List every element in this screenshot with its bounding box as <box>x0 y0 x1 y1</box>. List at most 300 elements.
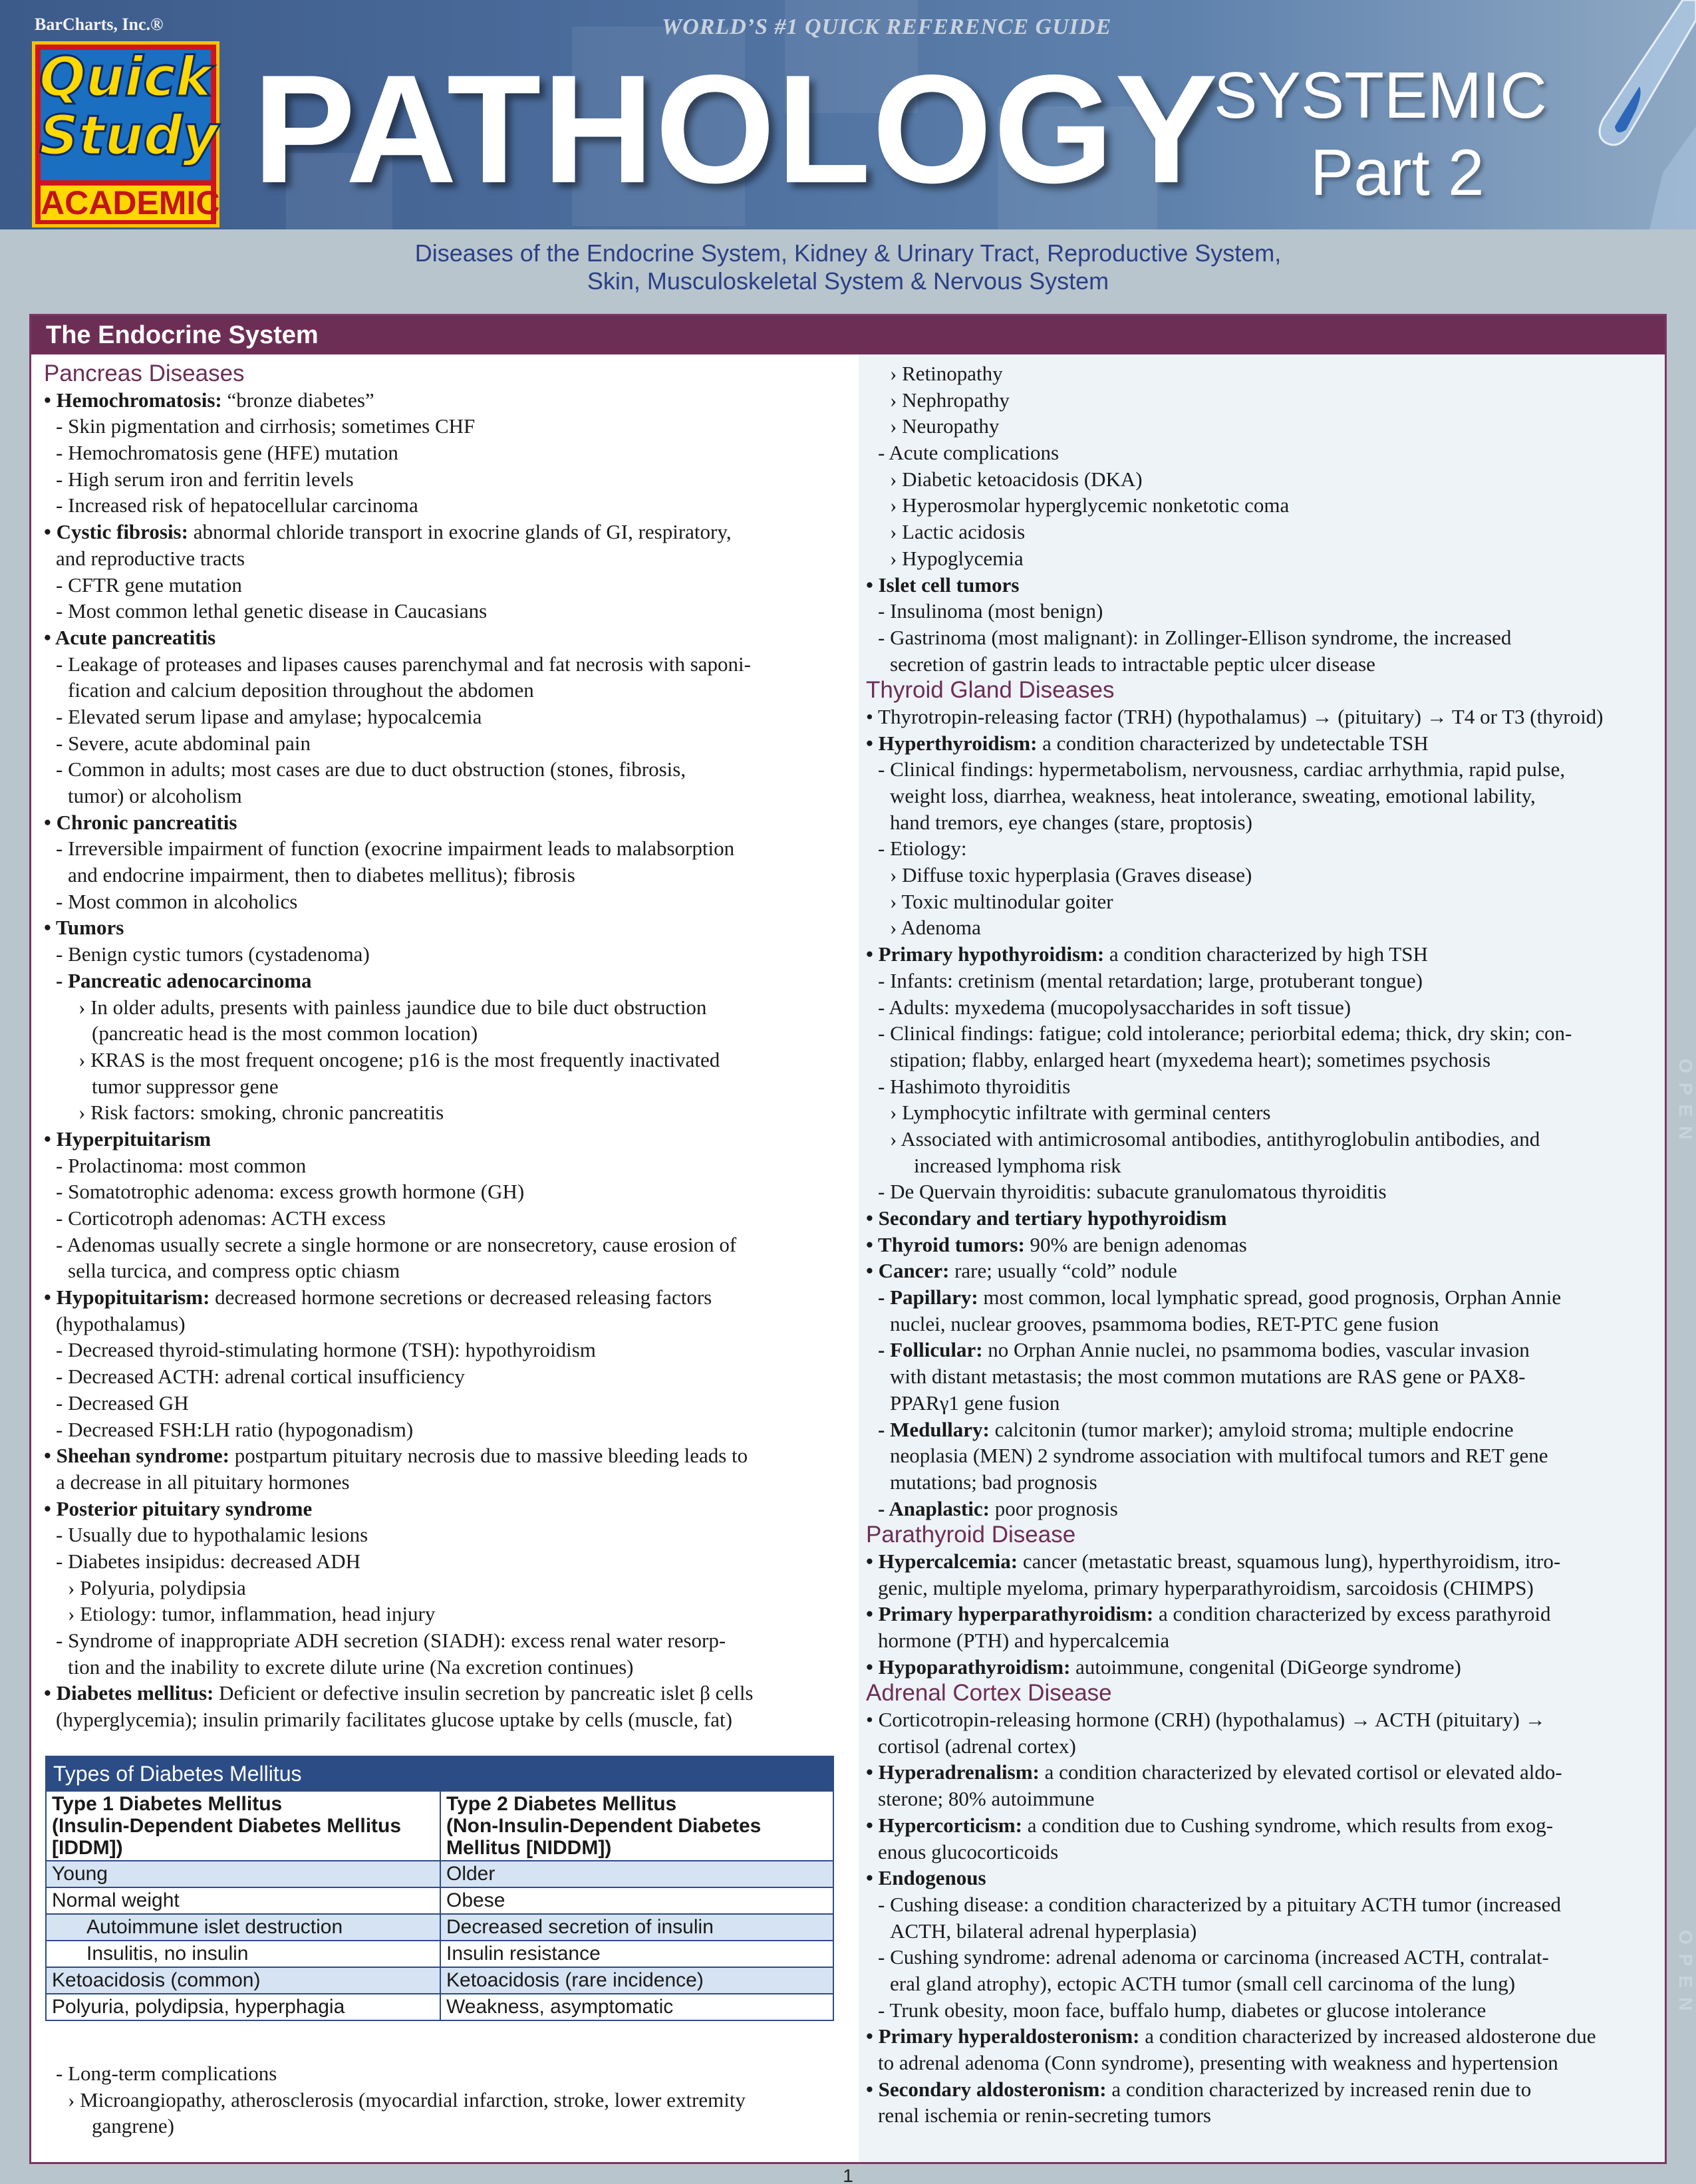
line-text: secretion of gastrin leads to intractable peptic ulcer disease <box>890 652 1375 676</box>
text-line <box>866 2102 1655 2129</box>
line-text: - De Quervain thyroiditis: subacute granulomatous thyroiditis <box>878 1180 1387 1204</box>
text-line <box>866 651 1655 678</box>
table-row <box>47 1860 833 1887</box>
line-text: enous glucocorticoids <box>878 1840 1059 1863</box>
line-text: › Lymphocytic infiltrate with germinal centers <box>890 1101 1271 1125</box>
line-text: - Cushing syndrome: adrenal adenoma or carcinoma (increased ACTH, contralat- <box>878 1945 1549 1969</box>
text-line <box>866 1575 1655 1601</box>
text-line <box>866 1971 1655 1997</box>
text-line <box>866 888 1655 915</box>
line-text: › Polyuria, polydipsia <box>68 1575 246 1599</box>
line-text: - Gastrinoma (most malignant): in Zollinger-Ellison syndrome, the increased <box>878 625 1512 649</box>
text-line <box>866 1548 1655 1575</box>
line-text: a condition characterized by increased renin due to <box>1106 2077 1532 2101</box>
bold-term: • Thyroid tumors: <box>866 1232 1025 1256</box>
line-text: genic, multiple myeloma, primary hyperparathyroidism, sarcoidosis (CHIMPS) <box>878 1575 1534 1599</box>
line-text: stipation; flabby, enlarged heart (myxedema heart); sometimes psychosis <box>890 1047 1491 1071</box>
line-text: - Decreased ACTH: adrenal cortical insufficiency <box>56 1365 465 1389</box>
text-line <box>866 1759 1655 1786</box>
line-text: • Thyrotropin-releasing factor (TRH) (hypothalamus) → (pituitary) → T4 or T3 (thyroid) <box>866 704 1604 728</box>
description-line-2: Skin, Musculoskeletal System & Nervous System <box>587 267 1109 295</box>
line-text: neoplasia (MEN) 2 syndrome association with multifocal tumors and RET gene <box>890 1444 1548 1468</box>
line-text: poor prognosis <box>989 1496 1118 1520</box>
line-text: (hypothalamus) <box>56 1311 186 1335</box>
quick-study-logo <box>32 41 219 227</box>
line-text: a condition characterized by high TSH <box>1104 942 1428 966</box>
line-text: 90% are benign adenomas <box>1024 1232 1247 1256</box>
text-line <box>866 809 1655 836</box>
bold-term: • Secondary aldosteronism: <box>866 2077 1107 2101</box>
description-line-1: Diseases of the Endocrine System, Kidney & Urinary Tract, Reproductive System, <box>414 239 1282 267</box>
title-systemic: SYSTEMIC <box>1214 59 1547 132</box>
table-cell: Obese <box>440 1888 833 1913</box>
line-text: decreased hormone secretions or decreased releasing factors <box>210 1286 712 1309</box>
bold-term: • Endogenous <box>866 1866 986 1890</box>
line-text: - Acute complications <box>878 441 1060 465</box>
bold-term: • Hypercalcemia: <box>866 1549 1018 1573</box>
line-text: › Diffuse toxic hyperplasia (Graves disease) <box>890 863 1252 887</box>
bold-term: • Hyperadrenalism: <box>866 1760 1040 1784</box>
right-column <box>866 360 1655 2129</box>
line-text: › Hyperosmolar hyperglycemic nonketotic coma <box>890 493 1290 517</box>
text-line <box>866 1258 1655 1284</box>
text-line <box>44 1258 833 1284</box>
text-line <box>866 1733 1655 1760</box>
line-text: › Retinopathy <box>890 362 1003 385</box>
page-title: PATHOLOGY <box>253 43 1219 215</box>
table-cell: Young <box>52 1863 108 1885</box>
text-line <box>866 1153 1655 1179</box>
line-text: a condition characterized by excess parathyroid <box>1153 1602 1551 1626</box>
text-line <box>44 624 833 651</box>
text-line <box>866 1891 1655 1918</box>
text-line <box>44 598 833 624</box>
line-text: - Decreased FSH:LH ratio (hypogonadism) <box>56 1417 414 1441</box>
text-line <box>866 1417 1655 1443</box>
line-text: Deficient or defective insulin secretion by pancreatic islet β cells <box>213 1681 754 1705</box>
text-line <box>44 466 833 493</box>
line-text: a decrease in all pituitary hormones <box>56 1470 350 1494</box>
bold-term: • Cancer: <box>866 1259 950 1283</box>
line-text: - Increased risk of hepatocellular carcinoma <box>56 493 418 517</box>
line-text: and endocrine impairment, then to diabetes mellitus); fibrosis <box>68 863 575 887</box>
line-text: cortisol (adrenal cortex) <box>878 1734 1076 1758</box>
line-text: with distant metastasis; the most common mutations are RAS gene or PAX8- <box>890 1365 1526 1389</box>
publisher-name: BarCharts, Inc.® <box>35 15 164 34</box>
text-line <box>44 1020 833 1047</box>
text-line <box>866 1020 1655 1047</box>
line-text: (hyperglycemia); insulin primarily facilitates glucose uptake by cells (muscle, fat) <box>56 1708 732 1732</box>
line-text: PPARγ1 gene fusion <box>890 1391 1060 1415</box>
text-line <box>866 1205 1655 1232</box>
text-line <box>44 1232 833 1258</box>
line-text: - Most common in alcoholics <box>56 889 298 913</box>
line-text: › KRAS is the most frequent oncogene; p16 is the most frequently inactivated <box>78 1047 720 1071</box>
text-line <box>44 1522 833 1548</box>
line-text: to adrenal adenoma (Conn syndrome), presenting with weakness and hypertension <box>878 2051 1558 2074</box>
text-line <box>44 1178 833 1205</box>
header-line: Type 1 Diabetes Mellitus <box>52 1793 283 1815</box>
line-text: tumor) or alcoholism <box>68 784 242 807</box>
text-line <box>866 1178 1655 1205</box>
line-text: eral gland atrophy), ectopic ACTH tumor (small cell carcinoma of the lung) <box>890 1971 1516 1995</box>
text-line <box>866 1601 1655 1627</box>
line-text: › Nephropathy <box>890 388 1010 412</box>
text-line <box>44 519 833 545</box>
subsection-heading: Thyroid Gland Diseases <box>866 677 1115 704</box>
line-text: a condition characterized by undetectable TSH <box>1037 731 1429 755</box>
line-text: hand tremors, eye changes (stare, proptosis) <box>890 810 1252 834</box>
bold-term: • Chronic pancreatitis <box>44 810 237 834</box>
text-line <box>44 677 833 704</box>
text-line <box>44 704 833 730</box>
table-row <box>47 1993 833 2020</box>
text-line <box>44 1680 833 1706</box>
line-text: › Adenoma <box>890 916 981 940</box>
line-text: - Insulinoma (most benign) <box>878 599 1103 623</box>
text-line <box>44 1575 833 1601</box>
text-line <box>44 1337 833 1363</box>
text-line <box>44 888 833 915</box>
text-line <box>866 1126 1655 1153</box>
line-text: - Etiology: <box>878 837 967 861</box>
text-line <box>44 1153 833 1179</box>
line-text: - Cushing disease: a condition characterized by a pituitary ACTH tumor (increased <box>878 1892 1561 1916</box>
header-description <box>0 239 1696 295</box>
line-text: - High serum iron and ferritin levels <box>56 467 354 491</box>
text-line <box>44 1601 833 1627</box>
bold-term: • Hypopituitarism: <box>44 1286 210 1309</box>
line-text: - Clinical findings: hypermetabolism, nervousness, cardiac arrhythmia, rapid pulse, <box>878 757 1566 781</box>
line-text: - Usually due to hypothalamic lesions <box>56 1523 368 1547</box>
line-text: sella turcica, and compress optic chiasm <box>68 1259 400 1283</box>
line-text: gangrene) <box>92 2114 174 2138</box>
text-line <box>866 387 1655 414</box>
subsection-heading: Pancreas Diseases <box>44 360 245 386</box>
line-text: - Infants: cretinism (mental retardation; large, protuberant tongue) <box>878 968 1423 992</box>
bold-term: • Primary hypothyroidism: <box>866 942 1105 966</box>
text-line <box>866 1099 1655 1126</box>
text-line <box>866 1839 1655 1865</box>
line-text: - Hemochromatosis gene (HFE) mutation <box>56 441 398 465</box>
text-line <box>44 1706 833 1733</box>
text-line <box>866 914 1655 941</box>
line-text: ACTH, bilateral adrenal hyperplasia) <box>890 1919 1197 1943</box>
table-cell: Ketoacidosis (rare incidence) <box>440 1968 833 1993</box>
text-line <box>866 2050 1655 2076</box>
line-text: › Hypoglycemia <box>890 546 1024 570</box>
bold-term: • Hemochromatosis: <box>44 388 222 412</box>
line-text: › Risk factors: smoking, chronic pancreatitis <box>78 1101 444 1125</box>
line-text: and reproductive tracts <box>56 546 245 570</box>
table-cell: Normal weight <box>52 1889 180 1911</box>
line-text: - Adenomas usually secrete a single hormone or are nonsecretory, cause erosion of <box>56 1232 737 1256</box>
line-text: - Prolactinoma: most common <box>56 1153 307 1177</box>
bold-term: • Islet cell tumors <box>866 573 1020 597</box>
line-text: mutations; bad prognosis <box>890 1470 1097 1494</box>
text-line <box>44 994 833 1021</box>
bold-term: • Hyperthyroidism: <box>866 731 1038 755</box>
text-line <box>44 968 833 994</box>
text-line <box>866 1706 1655 1733</box>
text-line <box>866 545 1655 572</box>
bold-term: • Tumors <box>44 916 124 940</box>
text-line <box>44 809 833 836</box>
text-line <box>44 545 833 572</box>
table-row <box>47 1940 833 1967</box>
title-part: Part 2 <box>1310 136 1484 209</box>
line-text: “bronze diabetes” <box>221 388 374 412</box>
text-line <box>866 2076 1655 2103</box>
text-line <box>866 862 1655 888</box>
text-line <box>44 1284 833 1311</box>
test-tube-icon <box>1583 0 1696 229</box>
text-line <box>866 1654 1655 1681</box>
text-line <box>866 835 1655 862</box>
bold-term: • Acute pancreatitis <box>44 625 216 649</box>
table-header-row <box>47 1790 833 1860</box>
text-line <box>44 1496 833 1522</box>
table-cell: Ketoacidosis (common) <box>52 1969 261 1991</box>
line-text: • Corticotropin-releasing hormone (CRH) (hypothalamus) → ACTH (pituitary) → <box>866 1708 1546 1732</box>
text-line <box>866 1337 1655 1363</box>
line-text: (pancreatic head is the most common location) <box>92 1022 478 1045</box>
text-line <box>866 1944 1655 1971</box>
text-line <box>866 1284 1655 1311</box>
text-line <box>44 1099 833 1126</box>
text-line <box>44 440 833 466</box>
text-line <box>866 1232 1655 1258</box>
bold-term: - Papillary: <box>878 1286 978 1309</box>
bold-term: • Primary hyperaldosteronism: <box>866 2024 1140 2048</box>
line-text: increased lymphoma risk <box>914 1153 1121 1177</box>
text-line <box>44 1047 833 1073</box>
text-line <box>866 1627 1655 1654</box>
text-line <box>44 835 833 862</box>
table-cell: Polyuria, polydipsia, hyperphagia <box>52 1996 345 2018</box>
line-text: - Common in adults; most cases are due to duct obstruction (stones, fibrosis, <box>56 757 686 781</box>
bold-term: • Hyperpituitarism <box>44 1127 212 1151</box>
line-text: - Long-term complications <box>56 2062 277 2085</box>
bold-term: - Medullary: <box>878 1417 990 1441</box>
text-line <box>44 1390 833 1417</box>
line-text: - Clinical findings: fatigue; cold intolerance; periorbital edema; thick, dry skin; con- <box>878 1022 1572 1045</box>
text-line <box>44 492 833 519</box>
logo-study-text: Study <box>39 104 218 168</box>
text-line <box>866 440 1655 466</box>
logo-quick-text: Quick <box>39 46 212 109</box>
line-text: - CFTR gene mutation <box>56 573 242 597</box>
line-text: - Hashimoto thyroiditis <box>878 1074 1071 1098</box>
table-cell: Insulitis, no insulin <box>86 1943 249 1965</box>
text-line <box>866 572 1655 599</box>
line-text: - Adults: myxedema (mucopolysaccharides in soft tissue) <box>878 995 1351 1019</box>
text-line <box>866 598 1655 624</box>
header-line: (Insulin-Dependent Diabetes Mellitus <box>52 1815 402 1837</box>
text-line <box>44 730 833 757</box>
bold-term: • Hypercorticism: <box>866 1813 1022 1837</box>
line-text: weight loss, diarrhea, weakness, heat intolerance, sweating, emotional lability, <box>890 784 1536 807</box>
text-line <box>44 2060 833 2087</box>
text-line <box>866 466 1655 493</box>
page-number: 1 <box>843 2165 853 2184</box>
table-cell: Decreased secretion of insulin <box>440 1915 833 1940</box>
line-text: - Leakage of proteases and lipases causes parenchymal and fat necrosis with saponi- <box>56 652 751 676</box>
table-header-cell <box>440 1792 833 1860</box>
line-text: postpartum pituitary necrosis due to massive bleeding leads to <box>229 1444 748 1468</box>
line-text: renal ischemia or renin-secreting tumors <box>878 2104 1211 2127</box>
line-text: rare; usually “cold” nodule <box>949 1259 1177 1283</box>
open-tab-lower: OPEN <box>1675 1930 1696 2020</box>
text-line <box>866 941 1655 968</box>
bold-term: - Pancreatic adenocarcinoma <box>56 968 312 992</box>
bold-term: • Posterior pituitary syndrome <box>44 1496 313 1520</box>
line-text: - Severe, acute abdominal pain <box>56 731 311 755</box>
table-cell: Older <box>440 1861 833 1887</box>
line-text: › Microangiopathy, atherosclerosis (myocardial infarction, stroke, lower extremity <box>68 2088 746 2112</box>
text-line <box>44 2113 833 2139</box>
text-line <box>866 1496 1655 1522</box>
text-line <box>866 413 1655 440</box>
text-line <box>866 1442 1655 1469</box>
text-line <box>44 1442 833 1469</box>
line-text: sterone; 80% autoimmune <box>878 1787 1095 1811</box>
line-text: tion and the inability to excrete dilute urine (Na excretion continues) <box>68 1655 634 1679</box>
text-line <box>866 1390 1655 1417</box>
text-line <box>44 1205 833 1232</box>
text-line <box>44 1363 833 1390</box>
header-line: Mellitus [NIDDM]) <box>446 1837 612 1859</box>
table-header-cell <box>47 1792 440 1860</box>
line-text: calcitonin (tumor marker); amyloid stroma; multiple endocrine <box>989 1417 1514 1441</box>
text-line <box>44 2087 833 2114</box>
line-text: - Most common lethal genetic disease in Caucasians <box>56 599 488 623</box>
table-row <box>47 1913 833 1940</box>
left-column <box>44 360 833 1733</box>
bold-term: • Primary hyperparathyroidism: <box>866 1602 1154 1626</box>
text-line <box>44 1548 833 1575</box>
line-text: › Neuropathy <box>890 414 1000 438</box>
bold-term: - Follicular: <box>878 1338 983 1362</box>
bold-term: • Cystic fibrosis: <box>44 520 188 544</box>
line-text: cancer (metastatic breast, squamous lung), hyperthyroidism, itro- <box>1018 1549 1561 1573</box>
line-text: nuclei, nuclear grooves, psammoma bodies, RET-PTC gene fusion <box>890 1311 1439 1335</box>
line-text: autoimmune, congenital (DiGeorge syndrome) <box>1070 1655 1461 1679</box>
line-text: › Associated with antimicrosomal antibodies, antithyroglobulin antibodies, and <box>890 1127 1540 1151</box>
line-text: - Irreversible impairment of function (exocrine impairment leads to malabsorption <box>56 837 735 861</box>
line-text: - Somatotrophic adenoma: excess growth hormone (GH) <box>56 1180 525 1204</box>
line-text: - Skin pigmentation and cirrhosis; sometimes CHF <box>56 414 476 438</box>
line-text: - Decreased GH <box>56 1391 189 1415</box>
logo-academic-text: ACADEMIC <box>41 184 220 221</box>
line-text: › Etiology: tumor, inflammation, head injury <box>68 1602 436 1626</box>
text-line <box>44 783 833 809</box>
bold-term: • Hypoparathyroidism: <box>866 1655 1071 1679</box>
table-row <box>47 1887 833 1913</box>
text-line <box>44 1654 833 1681</box>
text-line <box>44 413 833 440</box>
text-line <box>866 519 1655 545</box>
line-text: no Orphan Annie nuclei, no psammoma bodies, vascular invasion <box>982 1338 1530 1362</box>
text-line <box>866 1865 1655 1891</box>
text-line <box>866 730 1655 757</box>
line-text: abnormal chloride transport in exocrine glands of GI, respiratory, <box>188 520 732 544</box>
text-line <box>44 862 833 888</box>
open-tab-upper: OPEN <box>1675 1059 1696 1149</box>
line-text: › In older adults, presents with painless jaundice due to bile duct obstruction <box>78 995 707 1019</box>
text-line <box>866 1469 1655 1496</box>
text-line <box>44 914 833 941</box>
subsection-heading: Adrenal Cortex Disease <box>866 1680 1112 1706</box>
line-text: fication and calcium deposition throughout the abdomen <box>68 678 534 702</box>
bold-term: • Sheehan syndrome: <box>44 1444 229 1468</box>
text-line <box>44 1469 833 1496</box>
text-line <box>44 1417 833 1443</box>
table-cell: Weakness, asymptomatic <box>440 1994 833 2020</box>
text-line <box>866 492 1655 519</box>
line-text: - Corticotroph adenomas: ACTH excess <box>56 1206 386 1230</box>
table-cell: Autoimmune islet destruction <box>86 1916 343 1938</box>
line-text: a condition due to Cushing syndrome, which results from exog- <box>1022 1813 1554 1837</box>
header-line: (Non-Insulin-Dependent Diabetes <box>446 1815 762 1837</box>
line-text: - Trunk obesity, moon face, buffalo hump, diabetes or glucose intolerance <box>878 1998 1486 2022</box>
text-line <box>866 624 1655 651</box>
text-line <box>866 1311 1655 1337</box>
text-line <box>866 1918 1655 1945</box>
line-text: tumor suppressor gene <box>92 1074 279 1098</box>
text-line <box>866 968 1655 994</box>
text-line <box>866 1997 1655 2024</box>
text-line <box>44 1073 833 1100</box>
line-text: - Benign cystic tumors (cystadenoma) <box>56 942 370 966</box>
tagline: WORLD’S #1 QUICK REFERENCE GUIDE <box>662 15 1112 39</box>
text-line <box>866 1047 1655 1073</box>
text-line <box>866 2023 1655 2050</box>
line-text: hormone (PTH) and hypercalcemia <box>878 1629 1170 1652</box>
text-line <box>44 756 833 783</box>
header-line: Type 2 Diabetes Mellitus <box>446 1793 677 1815</box>
text-line <box>44 941 833 968</box>
text-line <box>44 651 833 678</box>
text-line <box>866 783 1655 809</box>
text-line <box>866 1073 1655 1100</box>
line-text: a condition characterized by elevated cortisol or elevated aldo- <box>1039 1760 1562 1784</box>
line-text: - Decreased thyroid-stimulating hormone (TSH): hypothyroidism <box>56 1338 596 1362</box>
text-line <box>44 1627 833 1654</box>
diabetes-types-table <box>45 1756 834 2021</box>
table-row <box>47 1967 833 1993</box>
text-line <box>866 360 1655 387</box>
line-text: › Diabetic ketoacidosis (DKA) <box>890 467 1143 491</box>
text-line <box>44 1126 833 1153</box>
text-line <box>866 704 1655 730</box>
bold-term: - Anaplastic: <box>878 1496 990 1520</box>
text-line <box>44 1311 833 1337</box>
text-line <box>866 994 1655 1021</box>
text-line <box>866 1363 1655 1390</box>
line-text: › Lactic acidosis <box>890 520 1026 544</box>
header-line: [IDDM]) <box>52 1837 123 1859</box>
text-line <box>44 387 833 414</box>
line-text: - Elevated serum lipase and amylase; hypocalcemia <box>56 704 482 728</box>
bold-term: • Secondary and tertiary hypothyroidism <box>866 1206 1227 1230</box>
line-text: most common, local lymphatic spread, good prognosis, Orphan Annie <box>978 1286 1562 1309</box>
bold-term: • Diabetes mellitus: <box>44 1681 214 1705</box>
left-column-tail <box>44 2060 833 2139</box>
text-line <box>44 572 833 599</box>
table-title: Types of Diabetes Mellitus <box>47 1757 833 1790</box>
text-line <box>866 756 1655 783</box>
